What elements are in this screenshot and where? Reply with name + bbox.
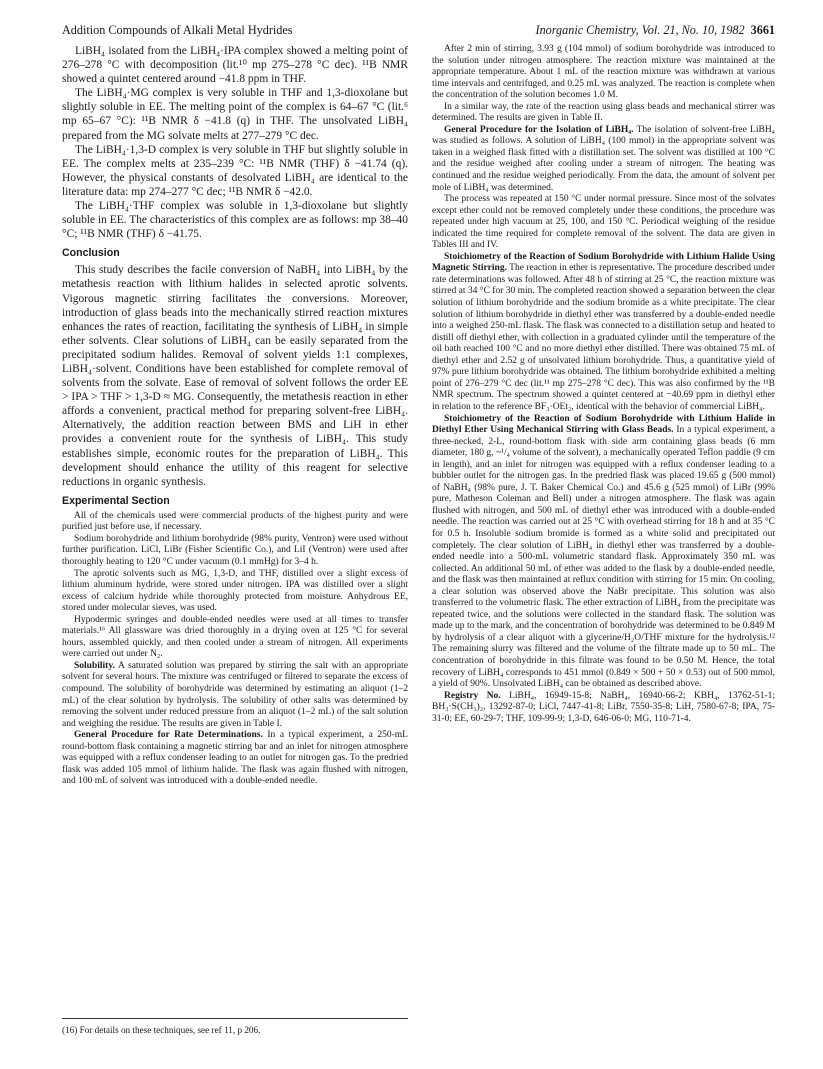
- paragraph: After 2 min of stirring, 3.93 g (104 mmol) of sodium borohydride was introduced to the solution under nitrogen atmosphere. The reaction mixture was maintained at the appropriate temperature. About 1 mL of the reaction mixture was withdrawn at various time intervals and centrifuged, and 0.25 mL was analyzed. The reaction is complete when the concentration of the solution becomes 1.0 M.: [432, 44, 775, 101]
- journal-name: Inorganic Chemistry, Vol. 21, No. 10, 1982: [535, 23, 745, 37]
- paragraph-body: The isolation of solvent-free LiBH₄ was studied as follows. A solution of LiBH₄ (100 mmol) in the appropriate solvent was taken in a weighed flask fitted with a distillation set. The solvent was distilled at 100 °C and the residue weighed after cooling under a stream of nitrogen. The heating was continued and the residue weighed periodically. From the data, the amount of solvent per mole of LiBH₄ was determined.: [432, 124, 775, 193]
- footnote: (16) For details on these techniques, see ref 11, p 206.: [62, 1025, 261, 1035]
- paragraph: Hypodermic syringes and double-ended needles were used at all times to transfer materials.¹⁶ All glassware was dried thoroughly in a drying oven at 125 °C for several hours, assembled quickly, and then cooled under a stream of nitrogen. All experiments were carried out under N₂.: [62, 614, 408, 660]
- running-title: Addition Compounds of Alkali Metal Hydrides: [62, 23, 293, 37]
- conclusion-paragraph: This study describes the facile conversion of NaBH₄ into LiBH₄ by the metathesis reaction with lithium halides in selected aprotic solvents. Vigorous magnetic stirring facilitates the conversions. Moreover, introduction of glass beads into the mechanically stirred reaction mixtures enhances the rates of reaction, facilitating the synthesis of LiBH₄ in simple ether solvents. Clear solutions of LiBH₄ can be easily separated from the precipitated sodium halides. Removal of solvent yields 1:1 complexes, LiBH₄·solvent. Conditions have been established for complete removal of solvents from the solvate. Ease of removal of solvent follows the order EE > IPA > THF > 1,3-D ≈ MG. Consequently, the metathesis reaction in ether affords a convenient, practical method for preparing solvent-free LiBH₄. Alternatively, the addition reaction between BMS and LiH in ether provides a convenient route for the synthesis of LiBH₄. This study establishes simple, economic routes for the preparation of LiBH₄. This development should enhance the utility of this reagent for selective reductions in organic synthesis.: [62, 264, 408, 488]
- paragraph: [62, 730, 408, 788]
- paragraph: The process was repeated at 150 °C under normal pressure. Since most of the solvates except ether could not be removed completely under these conditions, the procedure was repeated under high vacuum at 25, 100, and 150 °C. Periodical weighing of the residue indicated the time required for complete removal of the solvent. The data are given in Tables III and IV.: [432, 194, 775, 251]
- paragraph-body: LiBH₄, 16949-15-8; NaBH₄, 16940-66-2; KBH₄, 13762-51-1; BH₃·S(CH₃)₂, 13292-87-0; LiCl, 7447-41-8; LiBr, 7550-35-8; LiH, 7580-67-8; IPA, 75-31-0; EE, 60-29-7; THF, 109-99-9; 1,3-D, 646-06-0; MG, 110-71-4.: [432, 690, 776, 724]
- left-column: [62, 44, 408, 788]
- paragraph-body: In a typical experiment, a three-necked, 2-L, round-bottom flask with side arm containing glass beads (6 mm diameter, 180 g, ~¹/₄ volume of the solvent), a mechanically operated Teflon paddle (9 cm in length), and an inlet for nitrogen was equipped with a reflux condenser leading to a bubbler outlet for the nitrogen gas. In the predried flask was placed 19.65 g (500 mmol) of NaBH₄ (98% pure, J. T. Baker Chemical Co.) and 45.6 g (525 mmol) of LiBr (99% pure, Matheson Coleman and Bell) under a nitrogen atmosphere. The flask was again flushed with nitrogen, and 500 mL of diethyl ether was introduced with a double-ended needle. The reaction was carried out at 25 °C with overhead stirring for 18 h and at 35 °C for 0.5 h. Insoluble sodium bromide is formed as a white solid and precipitated out completely. The clear solution of LiBH₄ in diethyl ether was transferred by a double-ended needle into a 500-mL volumetric standard flask. Approximately 350 mL was collected. An additional 50 mL of ether was added to the flask by a double-ended needle, and the flask was then maintained at reflux condition with stirring for 15 min. On cooling, a clear solution was observed above the NaBr precipitate. This solution was also transferred to the volumetric flask. The ether extraction of LiBH₄ from the precipitate was repeated twice, and the solutions were collected in the standard flask. The solution was made up to the mark, and the concentration of borohydride was determined to be 0.849 M by hydrolysis of a clear aliquot with a glycerine/H₂O/THF mixture for the hydrolysis.¹² The remaining slurry was filtered and the volume of the filtrate made up to 50 mL. The concentration of borohydride in this filtrate was found to be 0.50 M. Hence, the total recovery of LiBH₄ corresponds to 451 mmol (0.849 × 500 + 50 × 0.53) out of 500 mmol, a yield of 90%. Unsolvated LiBH₄ can be obtained as described above.: [432, 425, 776, 690]
- page-number: 3661: [750, 23, 775, 37]
- inline-heading: General Procedure for the Isolation of LiBH₄.: [444, 124, 634, 135]
- inline-heading: Stoichiometry of the Reaction of Sodium Borohydride with Lithium Halide Using Magnetic Stirring.: [432, 251, 775, 274]
- right-column: [432, 44, 775, 725]
- paragraph: In a similar way, the rate of the reaction using glass beads and mechanical stirrer was determined. The results are given in Table II.: [432, 101, 775, 124]
- paragraph: The LiBH₄·THF complex was soluble in 1,3-dioxolane but slightly soluble in EE. The characteristics of this complex are as follows: mp 38–40 °C; ¹¹B NMR (THF) δ −41.75.: [62, 200, 408, 241]
- journal-citation: [536, 22, 775, 38]
- paragraph: LiBH₄ isolated from the LiBH₄·IPA complex showed a melting point of 276–278 °C with decomposition (lit.¹⁰ mp 275–278 °C dec). ¹¹B NMR showed a quintet centered around −41.8 ppm in THF.: [62, 45, 408, 86]
- paragraph: [432, 414, 775, 691]
- paragraph: [432, 125, 775, 194]
- paragraph-body: A saturated solution was prepared by stirring the salt with an appropriate solvent for several hours. The mixture was centrifuged or filtered to separate the excess of compound. The solubility of borohydride was determined by estimating an aliquot (1–2 mL) of the clear solution by hydrolysis. The solubility of other salts was determined by removing the solvent under reduced pressure from an aliquot (1–2 mL) of the salt solution and weighing the residue. The results are given in Table I.: [62, 660, 408, 729]
- paragraph: Sodium borohydride and lithium borohydride (98% purity, Ventron) were used without further purification. LiCl, LiBr (Fisher Scientific Co.), and LiI (Ventron) were used after thoroughly heating to 120 °C under vacuum (0.1 mmHg) for 3–4 h.: [62, 533, 408, 567]
- paragraph: The LiBH₄·MG complex is very soluble in THF and 1,3-dioxolane but slightly soluble in EE. The melting point of the complex is 64–67 °C (lit.⁶ mp 65–67 °C): ¹¹B NMR δ −41.8 (q) in THF. The unsolvated LiBH₄ prepared from the MG solvate melts at 277–279 °C dec.: [62, 87, 408, 142]
- conclusion-heading: Conclusion: [62, 247, 120, 260]
- paragraph: [62, 661, 408, 730]
- paragraph: The aprotic solvents such as MG, 1,3-D, and THF, distilled over a slight excess of lithium aluminum hydride, were stored under nitrogen. IPA was distilled over a slight excess of calcium hydride while thoroughly protected from moisture. Anhydrous EE, stored under molecular sieves, was used.: [62, 568, 408, 614]
- registry-paragraph: [432, 691, 775, 726]
- paragraph: The LiBH₄·1,3-D complex is very soluble in THF but slightly soluble in EE. The complex melts at 235–239 °C: ¹¹B NMR (THF) δ −41.74 (q). However, the physical constants of desolvated LiBH₄ are identical to the literature data: mp 274–277 °C dec; ¹¹B NMR δ −42.0.: [62, 143, 408, 198]
- paragraph: [432, 252, 775, 414]
- results-text: [62, 44, 408, 508]
- inline-heading: Stoichiometry of the Reaction of Sodium Borohydride with Lithium Halide in Diethyl Ether Using Mechanical Stirring with Glass Beads.: [432, 413, 775, 436]
- paragraph-body: In a typical experiment, a 250-mL round-bottom flask containing a magnetic stirring bar and an inlet for nitrogen atmosphere was equipped with a reflux condenser leading to an outlet for nitrogen gas. To the predried flask was added 105 mmol of lithium halide. The flask was again flushed with nitrogen, and 100 mL of solvent was introduced with a double-ended needle.: [62, 730, 408, 787]
- inline-heading: Registry No.: [444, 690, 501, 701]
- paragraph-body: The reaction in ether is representative. The procedure described under rate determinations was followed. After 48 h of stirring at 25 °C, the reaction mixture was stirred at 34 °C for 30 min. The completed reaction showed a separation between the clear solution of lithium borohydride and the sodium bromide as a white precipitate. The clear solution of lithium borohydride in diethyl ether was transferred by a double-ended needle into a weighed 250-mL flask. The flask was connected to a distillation setup and heated to distill off diethyl ether, with collection in a graduated cylinder until the temperature of the oil bath reached 100 °C and no more diethyl ether distilled. There was obtained 75 mL of diethyl ether and 2.52 g of unsolvated lithium borohydride. Thus, a quantitative yield of 97% pure lithium borohydride was obtained. The lithium borohydride exhibited a melting point of 276–279 °C dec (lit.¹¹ mp 275–278 °C dec). This was also confirmed by the ¹¹B NMR spectrum. The spectrum showed a quintet centered at −40.69 ppm in diethyl ether in relation to the reference BF₃·OEt₂, identical with the behavior of commercial LiBH₄.: [432, 263, 775, 412]
- inline-heading: Solubility.: [74, 660, 115, 671]
- footnote-divider: [62, 1018, 408, 1019]
- experimental-heading: Experimental Section: [62, 494, 170, 507]
- running-header: [62, 22, 775, 38]
- experimental-text: [62, 511, 408, 788]
- paragraph: All of the chemicals used were commercial products of the highest purity and were purified just before use, if necessary.: [62, 510, 408, 533]
- inline-heading: General Procedure for Rate Determinations.: [74, 730, 263, 741]
